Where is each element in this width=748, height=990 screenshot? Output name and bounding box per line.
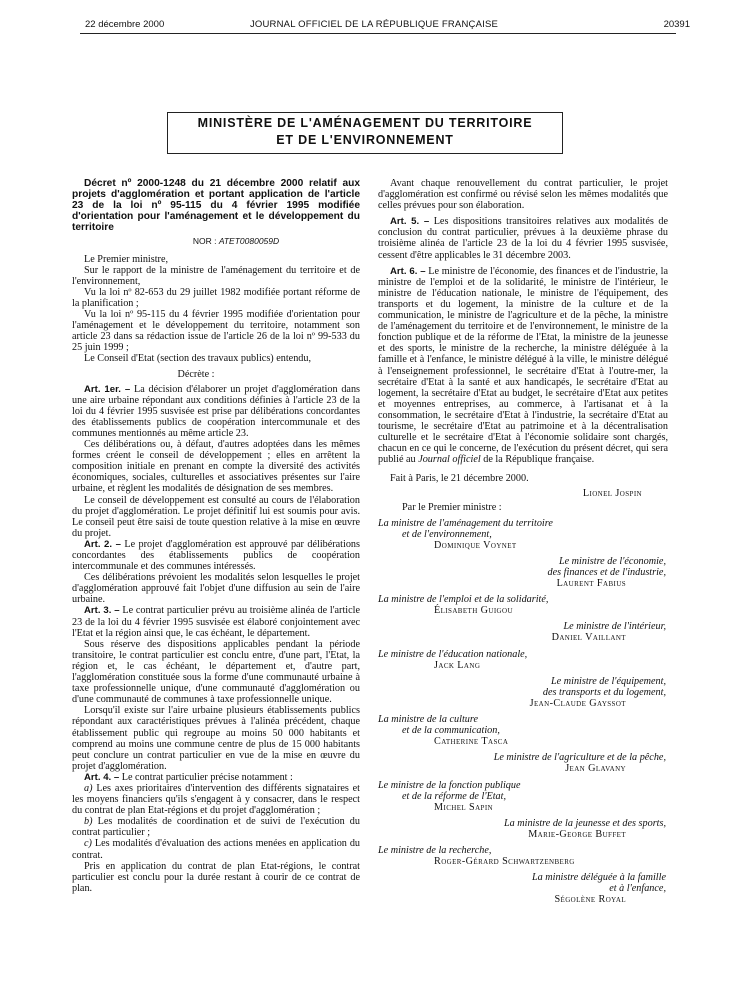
- pm-line: Par le Premier ministre :: [402, 501, 502, 513]
- signature-title: et de la communication,: [402, 725, 500, 737]
- signature-entry: [378, 714, 668, 747]
- signature-entry: [378, 649, 668, 671]
- signature-entry: [378, 845, 668, 867]
- signature-name: Daniel Vaillant: [551, 632, 626, 644]
- article-4-para: Pris en application du contrat de plan Etat-régions, le contrat particulier est conclu pour la durée restant à courir de ce contrat de plan.: [72, 860, 360, 894]
- signature-title: La ministre de l'emploi et de la solidarité,: [378, 594, 549, 606]
- header-page-number: 20391: [663, 19, 690, 30]
- item-letter: a): [84, 782, 93, 794]
- article-6-label: Art. 6. –: [390, 265, 426, 277]
- article-5-para: [378, 216, 668, 260]
- article-2-label: Art. 2. –: [84, 538, 121, 550]
- signature-title: Le ministre de l'agriculture et de la pêche,: [493, 752, 666, 764]
- article-2-para: Ces délibérations prévoient les modalités selon lesquelles le projet d'agglomération approuvé fait l'objet d'une diffusion au sein de l'aire urbaine.: [72, 572, 360, 606]
- article-2-text: Le projet d'agglomération est approuvé par délibérations concordantes des établissements publics de coopération intercommunale et des communes intéressés.: [72, 538, 360, 573]
- signature-name: Dominique Voynet: [434, 539, 517, 551]
- pm-signature: Lionel Jospin: [582, 488, 642, 500]
- signature-name: Ségolène Royal: [554, 894, 626, 906]
- article-3-para: [72, 605, 360, 638]
- signature-name: Roger-Gérard Schwartzenberg: [434, 856, 575, 868]
- journal-officiel-italic: Journal officiel: [418, 454, 481, 466]
- page-header: [0, 19, 748, 33]
- signature-title: Le ministre de la fonction publique: [378, 779, 521, 791]
- article-3-para: Lorsqu'il existe sur l'aire urbaine plusieurs établissements publics répondant aux caractéristiques prévues à l'alinéa précédent, chaque établissement public qui regroupe au moins 50 000 habitants et comprend au moins une commune centre de plus de 15 000 habitants peut conclure un contrat particulier en vue de la mise en œuvre du projet d'agglomération.: [72, 705, 360, 772]
- signature-entry: [378, 621, 668, 643]
- signature-title: des transports et du logement,: [542, 686, 666, 698]
- left-column: [72, 178, 360, 894]
- article-4-item: [72, 816, 360, 838]
- signature-name: Élisabeth Guigou: [434, 605, 513, 617]
- item-text: Les modalités d'évaluation des actions menées en application du contrat.: [72, 838, 361, 861]
- signature-name: Laurent Fabius: [556, 578, 626, 590]
- article-2-para: [72, 539, 360, 572]
- article-5-label: Art. 5. –: [390, 216, 430, 228]
- item-letter: b): [84, 816, 93, 828]
- article-6-text: Le ministre de l'économie, des finances et de l'industrie, la ministre de l'emploi et de la solidarité, le ministre de l'intérieur, le ministre de l'éducation nationale, le ministre de l'équipement, des transports et du logement, la ministre de la culture et de la communication, le ministre de l'agriculture et de la pêche, la ministre de l'aménagement du territoire et de l'environnement, le ministre de la fonction publique et de la réforme de l'Etat, la ministre de la jeunesse et des sports, le ministre de la recherche, la ministre déléguée à la famille et à l'enfance, le ministre délégué à la ville, le ministre délégué à l'enseignement professionnel, le secrétaire d'Etat à l'outre-mer, la secrétaire d'Etat à la santé et aux handicapés, le secrétaire d'Etat au logement, la secrétaire d'Etat au budget, le secrétaire d'Etat aux petites et moyennes entreprises, au commerce, à l'artisanat et à la consommation, le secrétaire d'Etat à l'industrie, la secrétaire d'Etat au tourisme, le secrétaire d'Etat au patrimoine et à la décentralisation culturelle et le secrétaire d'Etat à l'économie solidaire sont chargés, chacun en ce qui le concerne, de l'exécution du présent décret, qui sera publié au: [378, 265, 668, 466]
- article-3-label: Art. 3. –: [84, 605, 120, 617]
- decrete-line: Décrète :: [177, 368, 215, 380]
- article-6-para: [378, 266, 668, 466]
- signature-entry: [378, 594, 668, 616]
- article-1-para: [72, 384, 360, 439]
- signature-title: et à l'enfance,: [609, 883, 666, 895]
- signature-title: Le ministre de l'équipement,: [551, 675, 666, 687]
- article-1-label: Art. 1er. –: [84, 383, 131, 395]
- article-4-item: [72, 838, 360, 860]
- signature-name: Michel Sapin: [434, 801, 494, 813]
- item-letter: c): [84, 838, 92, 850]
- nor-label: NOR :: [192, 236, 217, 247]
- signature-name: Jean Glavany: [565, 763, 626, 775]
- preamble-line: Le Premier ministre,: [84, 253, 169, 265]
- signature-name: Marie-George Buffet: [528, 828, 626, 840]
- article-5-text: Les dispositions transitoires relatives aux modalités de conclusion du contrat particulier, prévues à la deuxième phrase du troisième alinéa de l'article 23 de la loi du 4 février 1995 susvisée, cessent d'être applicables le 31 décembre 2003.: [378, 216, 668, 261]
- ministry-line-1: MINISTÈRE DE L'AMÉNAGEMENT DU TERRITOIRE: [197, 116, 533, 130]
- article-4-continuation: Avant chaque renouvellement du contrat particulier, le projet d'agglomération est confirmé ou révisé selon les mêmes modalités que celles prévues pour son élaboration.: [378, 178, 668, 212]
- preamble-line: Sur le rapport de la ministre de l'aménagement du territoire et de l'environnement,: [72, 264, 360, 287]
- header-rule: [80, 33, 676, 34]
- item-text: Les axes prioritaires d'intervention des différents signataires et les moyens financiers qu'ils s'engagent à y consacrer, dans le respect du contrat de plan Etat-régions et du projet d'agglomération ;: [72, 782, 360, 817]
- signature-name: Jean-Claude Gayssot: [529, 697, 626, 709]
- signature-title: et de l'environnement,: [402, 528, 492, 540]
- signature-title: Le ministre de l'économie,: [558, 555, 666, 567]
- signature-title: La ministre de la jeunesse et des sports,: [503, 817, 666, 829]
- signature-title: Le ministre de l'éducation nationale,: [378, 648, 528, 660]
- ministry-line-2: ET DE L'ENVIRONNEMENT: [276, 133, 454, 147]
- right-column: [378, 178, 668, 905]
- article-4-item: [72, 783, 360, 816]
- signature-title: des finances et de l'industrie,: [547, 567, 666, 578]
- signature-name: Jack Lang: [434, 659, 481, 671]
- nor-code: ATET0080059D: [218, 236, 280, 247]
- signature-entry: [378, 818, 668, 840]
- signature-title: La ministre déléguée à la famille: [531, 872, 666, 884]
- article-3-para: Sous réserve des dispositions applicables pendant la période transitoire, le contrat particulier est conclu entre, d'une part, l'Etat, la région et, le cas échéant, le département et, d'autre part, l'agglomération constituée sous la forme d'une communauté urbaine à taxe professionnelle unique, d'une communauté d'agglomération ou d'une communauté de communes à taxe professionnelle unique.: [72, 638, 360, 706]
- signature-name: Catherine Tasca: [434, 736, 509, 748]
- signature-title: La ministre de l'aménagement du territoire: [378, 517, 553, 529]
- signature-entry: [378, 676, 668, 709]
- preamble-line: Vu la loi nº 82-653 du 29 juillet 1982 modifiée portant réforme de la planification ;: [72, 286, 360, 309]
- ministry-box: [167, 112, 563, 154]
- decree-title: Décret nº 2000-1248 du 21 décembre 2000 relatif aux projets d'agglomération et portant application de l'article 23 de la loi nº 95-115 du 4 février 1995 modifiée d'orientation pour l'aménagement et le développement du territoire: [72, 178, 360, 234]
- item-text: Les modalités de coordination et de suivi de l'exécution du contrat particulier ;: [72, 816, 360, 839]
- signature-title: Le ministre de l'intérieur,: [563, 621, 666, 633]
- signature-entry: [378, 752, 668, 774]
- signature-title: Le ministre de la recherche,: [378, 844, 492, 856]
- header-journal-title: JOURNAL OFFICIEL DE LA RÉPUBLIQUE FRANÇAISE: [249, 19, 499, 30]
- nor-reference: [112, 236, 360, 247]
- article-6-end: de la République française.: [483, 454, 595, 466]
- header-date: 22 décembre 2000: [85, 19, 165, 30]
- article-4-label: Art. 4. –: [84, 771, 120, 783]
- signature-entry: [378, 556, 668, 589]
- signature-entry: [378, 780, 668, 813]
- article-1-para: Ces délibérations ou, à défaut, d'autres adoptées dans les mêmes formes créent le conseil de développement ; elles en arrêtent la composition initiale en prenant en compte la diversité des activités économiques, sociales, culturelles et associatives présentes sur l'aire urbaine, et règlent les modalités de désignation de ses membres.: [72, 439, 360, 495]
- article-1-para: Le conseil de développement est consulté au cours de l'élaboration du projet d'agglomération. Le projet définitif lui est soumis pour avis. Le conseil peut être saisi de toute question relative à la mise en œuvre du projet.: [72, 494, 360, 539]
- signature-entry: [378, 872, 668, 905]
- preamble-line: Le Conseil d'Etat (section des travaux publics) entendu,: [84, 353, 312, 365]
- article-1-text: La décision d'élaborer un projet d'agglomération dans une aire urbaine répondant aux conditions définies à l'article 23 de la loi du 4 février 1995 susvisée est prise par délibérations concordantes des établissements publics de coopération intercommunale et des communes mentionnés au même article 23.: [72, 383, 361, 439]
- article-4-para: [72, 772, 360, 783]
- signature-entry: [378, 518, 668, 551]
- done-at-paris: Fait à Paris, le 21 décembre 2000.: [390, 473, 529, 485]
- preamble-line: Vu la loi nº 95-115 du 4 février 1995 modifiée d'orientation pour l'aménagement et le développement du territoire, notamment son article 23 dans sa rédaction issue de l'article 26 de la loi nº 99-533 du 25 juin 1999 ;: [72, 309, 360, 354]
- signature-title: et de la réforme de l'Etat,: [402, 790, 507, 802]
- signature-block: [378, 518, 668, 906]
- article-3-text: Le contrat particulier prévu au troisième alinéa de l'article 23 de la loi du 4 février 1995 susvisée est élaboré conjointement avec l'Etat et la région ainsi que, le cas échéant, le département.: [72, 605, 360, 639]
- signature-title: La ministre de la culture: [378, 714, 478, 726]
- article-4-intro: Le contrat particulier précise notamment :: [121, 771, 293, 783]
